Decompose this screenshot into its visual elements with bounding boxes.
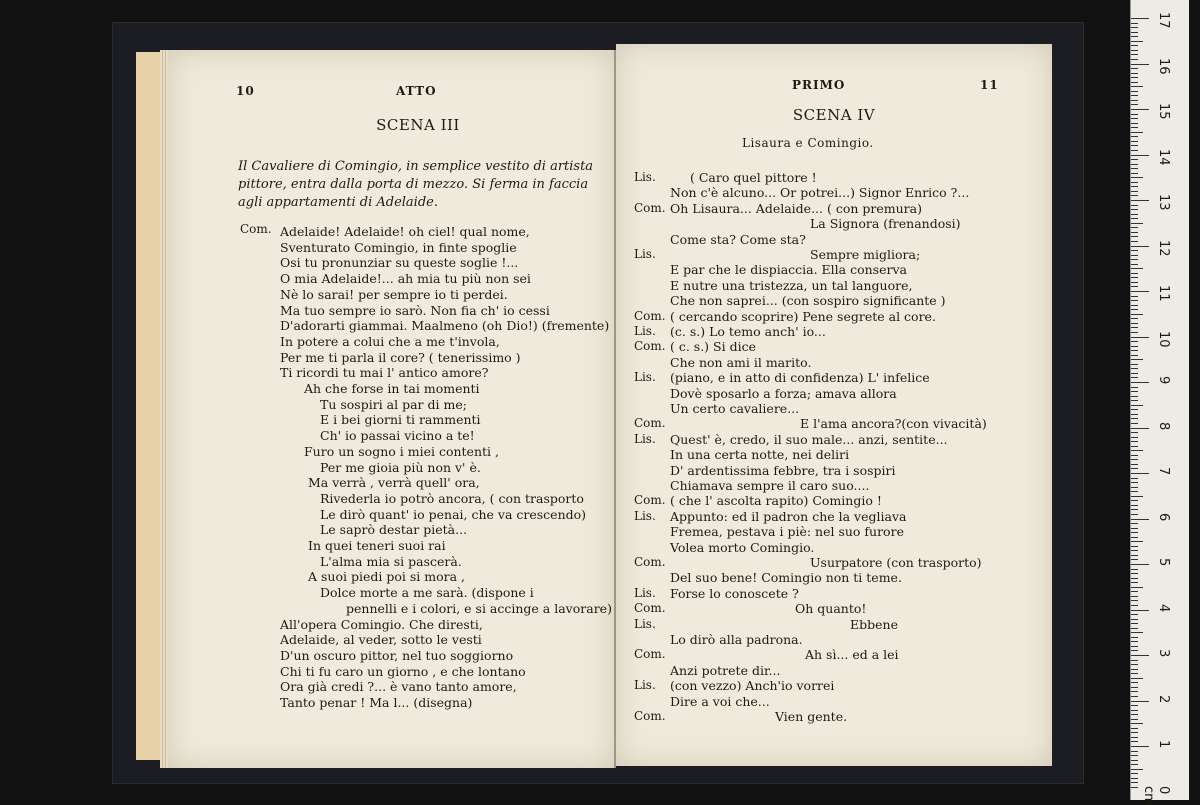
ruler-tick [1131,141,1138,142]
ruler-tick [1131,632,1143,633]
dialogue-line: ( che l' ascolta rapito) Comingio ! [670,493,882,508]
verse-line: L'alma mia si pascerà. [320,554,462,569]
ruler-tick [1131,646,1138,647]
verse-line: Le dirò quant' io penai, che va crescendo) [320,507,586,522]
ruler-tick [1131,268,1143,269]
ruler-tick [1131,664,1138,665]
dialogue-line: Come sta? Come sta? [670,232,806,247]
dialogue-line: E l'ama ancora?(con vivacità) [800,416,987,431]
ruler-tick [1131,682,1138,683]
ruler-tick [1131,314,1143,315]
verse-line: Ah che forse in tai momenti [304,381,480,396]
ruler-tick [1131,396,1138,397]
ruler-tick [1131,223,1143,224]
ruler-tick [1131,541,1143,542]
ruler-tick [1131,619,1138,620]
ruler-tick [1131,482,1138,483]
ruler-tick [1131,346,1138,347]
ruler-tick [1131,673,1138,674]
dialogue-line: E nutre una tristezza, un tal languore, [670,278,912,293]
ruler-tick [1131,723,1143,724]
scene-title-right: SCENA IV [734,106,934,124]
ruler-tick [1131,305,1138,306]
ruler-tick [1131,519,1149,520]
measuring-ruler [1130,0,1189,800]
ruler-label: 12 [1156,240,1171,257]
verse-line: Adelaide! Adelaide! oh ciel! qual nome, [280,224,530,239]
ruler-tick [1131,573,1138,574]
ruler-tick [1131,746,1149,747]
dialogue-line: ( c. s.) Si dice [670,339,756,354]
ruler-tick [1131,610,1149,611]
ruler-tick [1131,182,1138,183]
ruler-label: 10 [1156,331,1171,348]
ruler-tick [1131,145,1138,146]
ruler-tick [1131,569,1138,570]
ruler-tick [1131,177,1143,178]
dialogue-line: ( cercando scoprire) Pene segrete al core. [670,309,936,324]
ruler-tick [1131,550,1138,551]
ruler-tick [1131,537,1138,538]
ruler-tick [1131,77,1138,78]
verse-line: Ora già credi ?... è vano tanto amore, [280,679,517,694]
verse-line: D'un oscuro pittor, nel tuo soggiorno [280,648,513,663]
running-head-left: ATTO [396,84,437,98]
ruler-tick [1131,118,1138,119]
ruler-tick [1131,769,1143,770]
speaker-label: Com. [634,709,666,723]
ruler-tick [1131,655,1149,656]
ruler-tick [1131,478,1138,479]
ruler-tick [1131,760,1138,761]
ruler-tick [1131,236,1138,237]
dialogue-line: (piano, e in atto di confidenza) L' infelice [670,370,930,385]
right-page [616,44,1052,766]
ruler-tick [1131,191,1138,192]
ruler-tick [1131,710,1138,711]
ruler-label: 4 [1156,604,1171,612]
verse-line: O mia Adelaide!... ah mia tu più non sei [280,271,531,286]
ruler-tick [1131,459,1138,460]
ruler-tick [1131,614,1138,615]
dialogue-line: Ah sì... ed a lei [805,647,899,662]
ruler-tick [1131,418,1138,419]
dialogue-line: ( Caro quel pittore ! [690,170,817,185]
ruler-tick [1131,505,1138,506]
dialogue-line: Del suo bene! Comingio non ti teme. [670,570,902,585]
ruler-tick [1131,123,1138,124]
ruler-tick [1131,751,1138,752]
speaker-label: Com. [634,309,666,323]
dialogue-line: Appunto: ed il padron che la vegliava [670,509,906,524]
ruler-tick [1131,241,1138,242]
ruler-tick [1131,155,1149,156]
ruler-tick [1131,264,1138,265]
ruler-tick [1131,296,1138,297]
ruler-tick [1131,669,1138,670]
ruler-tick [1131,59,1138,60]
ruler-tick [1131,714,1138,715]
ruler-tick [1131,755,1138,756]
verse-line: Furo un sogno i miei contenti , [304,444,499,459]
verse-line: Ch' io passai vicino a te! [320,428,475,443]
ruler-tick [1131,496,1143,497]
ruler-tick [1131,500,1138,501]
ruler-tick [1131,68,1138,69]
ruler-tick [1131,355,1138,356]
ruler-tick [1131,600,1138,601]
ruler-tick [1131,591,1138,592]
ruler-tick [1131,32,1138,33]
dialogue-line: Un certo cavaliere... [670,401,799,416]
speaker-label: Lis. [634,432,656,446]
ruler-tick [1131,54,1138,55]
dialogue-line: Che non saprei... (con sospiro significante ) [670,293,946,308]
ruler-tick [1131,18,1149,19]
ruler-tick [1131,259,1138,260]
scene-title-left: SCENA III [318,116,518,134]
ruler-tick [1131,787,1138,788]
ruler-tick [1131,377,1138,378]
ruler-label: 1 [1156,740,1171,748]
ruler-label: 9 [1156,376,1171,384]
ruler-tick [1131,45,1138,46]
ruler-tick [1131,91,1138,92]
verse-line: Per me gioia più non v' è. [320,460,481,475]
ruler-tick [1131,127,1138,128]
verse-line: A suoi piedi poi si mora , [308,569,465,584]
verse-line: pennelli e i colori, e si accinge a lavorare) [346,601,612,616]
ruler-tick [1131,705,1138,706]
ruler-tick [1131,332,1138,333]
ruler-tick [1131,214,1138,215]
dialogue-line: Lo dirò alla padrona. [670,632,803,647]
verse-line: In quei teneri suoi rai [308,538,446,553]
speaker-label: Lis. [634,247,656,261]
speaker-label: Com. [634,201,666,215]
ruler-tick [1131,464,1138,465]
ruler-tick [1131,286,1138,287]
speaker-label: Lis. [634,617,656,631]
speaker-label: Com. [634,416,666,430]
verse-line: Nè lo sarai! per sempre io ti perdei. [280,287,508,302]
dialogue-line: Fremea, pestava i piè: nel suo furore [670,524,904,539]
verse-line: E i bei giorni ti rammenti [320,412,481,427]
ruler-tick [1131,564,1149,565]
ruler-tick [1131,782,1138,783]
ruler-label: 7 [1156,467,1171,475]
ruler-tick [1131,732,1138,733]
dialogue-line: (c. s.) Lo temo anch' io... [670,324,826,339]
ruler-tick [1131,173,1138,174]
dialogue-line: La Signora (frenandosi) [810,216,961,231]
verse-line: In potere a colui che a me t'invola, [280,334,500,349]
speaker-label: Lis. [634,678,656,692]
dialogue-line: Ebbene [850,617,898,632]
ruler-tick [1131,428,1149,429]
ruler-tick [1131,650,1138,651]
verse-line: Adelaide, al veder, sotto le vesti [280,632,482,647]
ruler-tick [1131,414,1138,415]
ruler-tick [1131,605,1138,606]
page-number-left: 10 [236,84,255,98]
ruler-tick [1131,350,1138,351]
ruler-tick [1131,391,1138,392]
dialogue-line: Che non ami il marito. [670,355,811,370]
ruler-tick [1131,432,1138,433]
ruler-tick [1131,73,1138,74]
ruler-tick [1131,546,1138,547]
ruler-tick [1131,82,1138,83]
ruler-tick [1131,473,1149,474]
speaker-label: Lis. [634,324,656,338]
dialogue-line: D' ardentissima febbre, tra i sospiri [670,463,896,478]
ruler-tick [1131,273,1138,274]
ruler-tick [1131,255,1138,256]
dialogue-line: Dire a voi che... [670,694,770,709]
verse-line: Ma verrà , verrà quell' ora, [308,475,480,490]
verse-line: Ti ricordi tu mai l' antico amore? [280,365,488,380]
speaker-label: Com. [240,222,272,236]
ruler-tick [1131,277,1138,278]
ruler-tick [1131,159,1138,160]
ruler-tick [1131,696,1138,697]
ruler-tick [1131,250,1138,251]
ruler-tick [1131,309,1138,310]
ruler-tick [1131,364,1138,365]
ruler-tick [1131,109,1149,110]
ruler-tick [1131,64,1149,65]
ruler-tick [1131,359,1143,360]
ruler-tick [1131,23,1138,24]
ruler-tick [1131,232,1138,233]
ruler-tick [1131,596,1138,597]
ruler-tick [1131,300,1138,301]
ruler-label: 15 [1156,103,1171,120]
verse-line: Dolce morte a me sarà. (dispone i [320,585,534,600]
dialogue-line: Anzi potrete dir... [670,663,780,678]
ruler-tick [1131,773,1138,774]
ruler-tick [1131,623,1138,624]
ruler-tick [1131,701,1149,702]
ruler-tick [1131,737,1138,738]
ruler-label: 13 [1156,194,1171,211]
dialogue-line: Sempre migliora; [810,247,920,262]
dialogue-line: In una certa notte, nei deliri [670,447,849,462]
ruler-tick [1131,205,1138,206]
ruler-tick [1131,468,1138,469]
scene-characters: Lisaura e Comingio. [742,136,874,150]
ruler-tick [1131,100,1138,101]
ruler-tick [1131,136,1138,137]
ruler-tick [1131,50,1138,51]
speaker-label: Lis. [634,586,656,600]
ruler-tick [1131,387,1138,388]
ruler-tick [1131,327,1138,328]
ruler-tick [1131,227,1138,228]
ruler-label: 14 [1156,149,1171,166]
ruler-tick [1131,337,1149,338]
ruler-tick [1131,168,1138,169]
ruler-tick [1131,678,1143,679]
speaker-label: Com. [634,555,666,569]
ruler-tick [1131,200,1149,201]
dialogue-line: Volea morto Comingio. [670,540,814,555]
ruler-tick [1131,441,1138,442]
ruler-tick [1131,446,1138,447]
ruler-tick [1131,559,1138,560]
ruler-label: 8 [1156,422,1171,430]
dialogue-line: Chiamava sempre il caro suo.... [670,478,869,493]
ruler-tick [1131,555,1138,556]
dialogue-line: Usurpatore (con trasporto) [810,555,982,570]
speaker-label: Com. [634,493,666,507]
dialogue-line: Oh quanto! [795,601,866,616]
ruler-tick [1131,373,1138,374]
speaker-label: Lis. [634,509,656,523]
left-page [168,50,616,768]
ruler-tick [1131,186,1138,187]
dialogue-line: Non c'è alcuno... Or potrei...) Signor Enrico ?... [670,185,969,200]
ruler-label: 16 [1156,58,1171,75]
ruler-tick [1131,719,1138,720]
ruler-tick [1131,114,1138,115]
ruler-tick [1131,95,1138,96]
ruler-tick [1131,150,1138,151]
ruler-tick [1131,368,1138,369]
ruler-tick [1131,282,1138,283]
ruler-label: 17 [1156,12,1171,29]
ruler-label: 5 [1156,558,1171,566]
ruler-tick [1131,641,1138,642]
verse-line: Ma tuo sempre io sarò. Non fia ch' io cessi [280,303,550,318]
ruler-tick [1131,487,1138,488]
ruler-tick [1131,728,1138,729]
ruler-tick [1131,523,1138,524]
ruler-tick [1131,582,1138,583]
dialogue-line: Dovè sposarlo a forza; amava allora [670,386,897,401]
speaker-label: Lis. [634,370,656,384]
ruler-tick [1131,291,1149,292]
ruler-tick [1131,164,1138,165]
ruler-tick [1131,209,1138,210]
dialogue-line: Forse lo conoscete ? [670,586,799,601]
speaker-label: Lis. [634,170,656,184]
verse-line: D'adorarti giammai. Maalmeno (oh Dio!) (fremente) [280,318,609,333]
verse-line: Per me ti parla il core? ( tenerissimo ) [280,350,521,365]
ruler-label: 3 [1156,649,1171,657]
ruler-tick [1131,27,1138,28]
ruler-tick [1131,36,1138,37]
running-head-right: PRIMO [792,78,845,92]
dialogue-line: Vien gente. [775,709,847,724]
ruler-tick [1131,509,1138,510]
ruler-tick [1131,741,1138,742]
ruler-tick [1131,104,1138,105]
ruler-tick [1131,691,1138,692]
ruler-label: 2 [1156,695,1171,703]
ruler-tick [1131,437,1138,438]
ruler-tick [1131,405,1143,406]
ruler-tick [1131,400,1138,401]
ruler-tick [1131,687,1138,688]
ruler-tick [1131,323,1138,324]
ruler-label: 6 [1156,513,1171,521]
verse-line: Rivederla io potrò ancora, ( con trasporto [320,491,584,506]
verse-line: All'opera Comingio. Che diresti, [280,617,483,632]
ruler-tick [1131,528,1138,529]
verse-line: Le saprò destar pietà... [320,522,467,537]
ruler-label: 11 [1156,285,1171,302]
verse-line: Chi ti fu caro un giorno , e che lontano [280,664,526,679]
dialogue-line: E par che le dispiaccia. Ella conserva [670,262,907,277]
ruler-tick [1131,514,1138,515]
verse-line: Tu sospiri al par di me; [320,397,467,412]
verse-line: Tanto penar ! Ma l... (disegna) [280,695,472,710]
ruler-label: 0 cm [1141,786,1171,805]
ruler-tick [1131,455,1138,456]
stage-direction: Il Cavaliere di Comingio, in semplice vestito di artista pittore, entra dalla porta di mezzo. Si ferma in faccia agli appartamenti di Adelaide. [238,158,598,212]
dialogue-line: (con vezzo) Anch'io vorrei [670,678,834,693]
ruler-tick [1131,778,1138,779]
ruler-tick [1131,637,1138,638]
dialogue-line: Oh Lisaura... Adelaide... ( con premura) [670,201,922,216]
ruler-tick [1131,628,1138,629]
verse-line: Osi tu pronunziar su queste soglie !... [280,255,518,270]
ruler-tick [1131,382,1149,383]
ruler-tick [1131,218,1138,219]
ruler-tick [1131,450,1143,451]
ruler-tick [1131,41,1143,42]
ruler-tick [1131,660,1138,661]
ruler-tick [1131,764,1138,765]
verse-line: Sventurato Comingio, in finte spoglie [280,240,517,255]
ruler-tick [1131,246,1149,247]
dialogue-line: Quest' è, credo, il suo male... anzi, sentite... [670,432,948,447]
speaker-label: Com. [634,601,666,615]
ruler-tick [1131,587,1143,588]
ruler-tick [1131,532,1138,533]
page-number-right: 11 [980,78,999,92]
speaker-label: Com. [634,647,666,661]
ruler-tick [1131,409,1138,410]
ruler-tick [1131,195,1138,196]
ruler-tick [1131,318,1138,319]
ruler-tick [1131,341,1138,342]
ruler-tick [1131,578,1138,579]
ruler-tick [1131,132,1143,133]
speaker-label: Com. [634,339,666,353]
ruler-tick [1131,86,1143,87]
ruler-tick [1131,423,1138,424]
ruler-tick [1131,491,1138,492]
